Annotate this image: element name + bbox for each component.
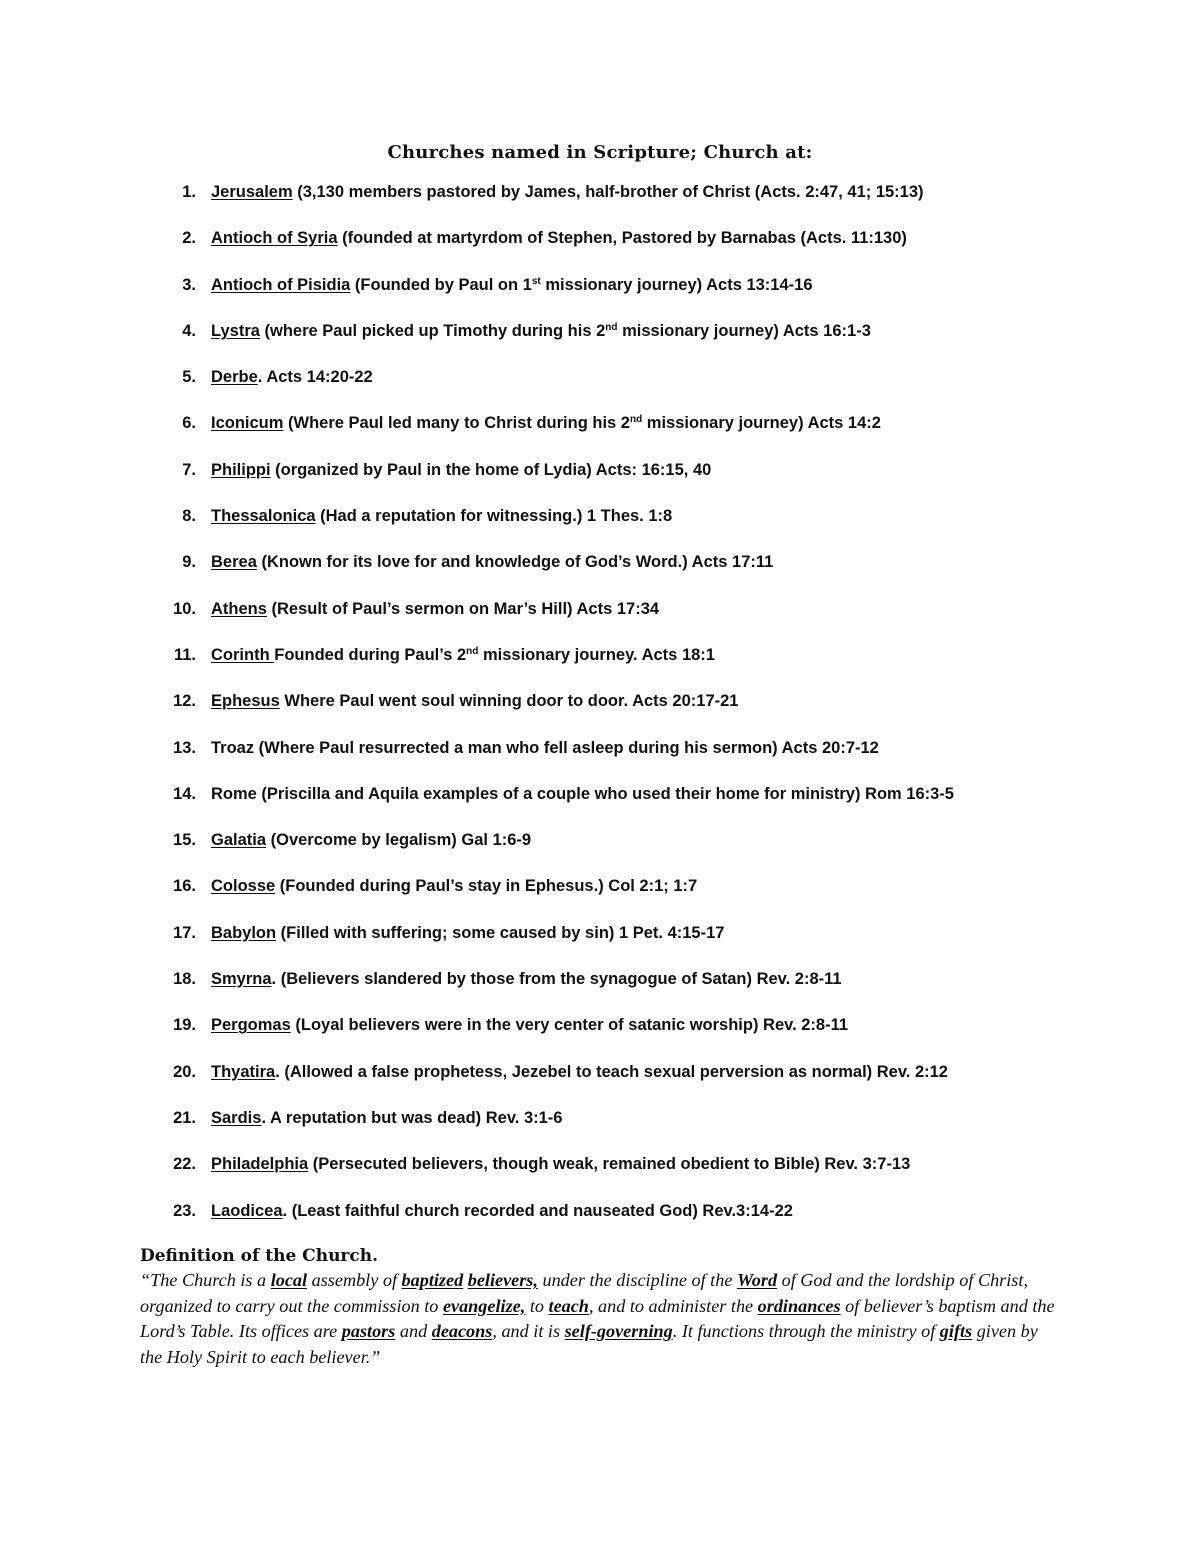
church-list: [0, 179, 1200, 1244]
list-item-text: [211, 873, 697, 899]
list-item: [0, 272, 1200, 318]
list-item-number: 2.: [182, 229, 196, 248]
list-item: [0, 1198, 1200, 1244]
list-item-number: 20.: [173, 1062, 196, 1081]
list-item-detail: missionary journey) Acts 13:14-16: [540, 275, 813, 294]
list-item-text: [211, 179, 924, 205]
list-item-detail: missionary journey) Acts 14:2: [642, 414, 881, 433]
list-item-text: [211, 503, 672, 529]
list-item: [0, 827, 1200, 873]
list-item-text: [211, 1151, 910, 1177]
list-item-number: 16.: [173, 877, 196, 896]
church-name: Colosse: [211, 877, 276, 896]
list-item: [0, 225, 1200, 271]
list-item: [0, 1105, 1200, 1151]
definition-keyword: ordinances: [757, 1295, 841, 1316]
list-item-text: [211, 1198, 793, 1224]
list-item-number: 11.: [173, 645, 196, 664]
church-name: Babylon: [211, 923, 277, 942]
definition-segment: and: [395, 1321, 432, 1341]
church-name: Antioch of Pisidia: [211, 275, 351, 294]
list-item-number: 7.: [182, 460, 196, 479]
definition-text: [140, 1268, 1060, 1370]
definition-segment: of believer’s baptism and the Lord’s Table. Its offices are: [140, 1295, 1055, 1341]
church-name: Berea: [211, 553, 257, 572]
list-item-detail: . (Believers slandered by those from the synagogue of Satan) Rev. 2:8-11: [271, 970, 842, 989]
list-item: [0, 179, 1200, 225]
list-item: [0, 1012, 1200, 1058]
list-item: [0, 688, 1200, 734]
list-item-text: [211, 410, 881, 436]
list-item-detail: . Acts 14:20-22: [257, 368, 373, 387]
list-item-number: 1.: [182, 183, 196, 201]
church-name: Lystra: [211, 321, 260, 340]
list-item-text: [211, 781, 954, 807]
list-item-detail: Rome (Priscilla and Aquila examples of a couple who used their home for ministry) Rom 16:3-5: [211, 784, 954, 803]
definition-segment: given by the Holy Spirit to each believer.”: [140, 1321, 1038, 1367]
definition-segment: , and it is: [492, 1321, 565, 1341]
list-item-text: [211, 272, 813, 298]
ordinal-suffix: st: [531, 275, 541, 287]
list-item-detail: (founded at martyrdom of Stephen, Pastored by Barnabas (Acts. 11:130): [337, 229, 907, 248]
church-name: Corinth: [211, 645, 275, 664]
list-item-text: [211, 688, 738, 714]
list-item-detail: (Loyal believers were in the very center of satanic worship) Rev. 2:8-11: [290, 1016, 849, 1035]
list-item: [0, 549, 1200, 595]
list-item: [0, 781, 1200, 827]
church-name: Sardis: [211, 1108, 262, 1127]
list-item-number: 15.: [173, 831, 196, 850]
definition-segment: to: [525, 1295, 549, 1316]
church-name: Thyatira: [211, 1062, 276, 1081]
list-item-detail: Founded during Paul’s 2: [274, 645, 467, 664]
list-item-text: [211, 457, 711, 483]
list-item: [0, 1059, 1200, 1105]
list-item-number: 13.: [173, 738, 196, 757]
list-item: [0, 410, 1200, 456]
list-item-text: [211, 827, 531, 853]
list-item-text: [211, 1012, 848, 1038]
list-item-number: 5.: [182, 368, 196, 387]
list-item-text: [211, 966, 842, 992]
list-item-detail: . (Least faithful church recorded and nauseated God) Rev.3:14-22: [282, 1201, 793, 1220]
list-item-detail: (Had a reputation for witnessing.) 1 Thes. 1:8: [315, 507, 673, 526]
church-name: Jerusalem: [211, 183, 293, 201]
list-item-detail: (Overcome by legalism) Gal 1:6-9: [266, 831, 532, 850]
list-item: [0, 318, 1200, 364]
list-item-text: [211, 920, 724, 946]
list-item-detail: (Founded during Paul’s stay in Ephesus.) Col 2:1; 1:7: [275, 877, 698, 896]
definition-keyword: pastors: [341, 1321, 396, 1341]
list-item-text: [211, 735, 879, 761]
definition-heading: Definition of the Church.: [140, 1246, 379, 1266]
definition-segment: “The Church is a: [140, 1270, 271, 1290]
list-item-text: [211, 549, 773, 575]
list-item-text: [211, 225, 907, 251]
ordinal-suffix: nd: [466, 645, 479, 657]
list-item-detail: (where Paul picked up Timothy during his 2: [259, 321, 606, 340]
list-item-number: 4.: [182, 321, 196, 340]
list-item: [0, 596, 1200, 642]
definition-keyword: deacons: [431, 1321, 493, 1341]
list-item-text: [211, 596, 659, 622]
list-item-number: 3.: [182, 275, 196, 294]
list-item-text: [211, 1105, 562, 1131]
list-item: [0, 920, 1200, 966]
list-item-text: [211, 364, 373, 390]
church-name: Derbe: [211, 368, 258, 387]
church-name: Philippi: [211, 460, 271, 479]
list-item-detail: . A reputation but was dead) Rev. 3:1-6: [261, 1108, 563, 1127]
list-item-number: 19.: [173, 1016, 196, 1035]
list-item-number: 18.: [173, 970, 196, 989]
church-name: Philadelphia: [211, 1155, 309, 1174]
definition-keyword: Word: [736, 1270, 778, 1290]
list-item-detail: (3,130 members pastored by James, half-brother of Christ (Acts. 2:47, 41; 15:13): [292, 183, 924, 201]
definition-keyword: gifts: [939, 1321, 973, 1341]
list-item-text: [211, 1059, 948, 1085]
definition-keyword: teach: [548, 1295, 589, 1316]
church-name: Iconicum: [211, 414, 284, 433]
definition-segment: under the discipline of the: [537, 1270, 737, 1290]
ordinal-suffix: nd: [605, 321, 618, 333]
list-item-detail: (Filled with suffering; some caused by sin) 1 Pet. 4:15-17: [276, 923, 725, 942]
list-item-number: 17.: [173, 923, 196, 942]
list-item-detail: missionary journey. Acts 18:1: [478, 645, 715, 664]
definition-keyword: evangelize,: [442, 1295, 526, 1316]
church-name: Ephesus: [211, 692, 280, 711]
definition-segment: . It functions through the ministry of: [672, 1321, 940, 1341]
church-name: Athens: [211, 599, 267, 618]
list-item-number: 23.: [173, 1201, 196, 1220]
list-item-number: 8.: [182, 507, 196, 526]
list-item: [0, 642, 1200, 688]
list-item-text: [211, 318, 871, 344]
list-item: [0, 735, 1200, 781]
list-item-number: 21.: [173, 1108, 196, 1127]
definition-keyword: local: [270, 1270, 308, 1290]
page-title: Churches named in Scripture; Church at:: [387, 142, 813, 163]
definition-keyword: baptized: [401, 1270, 464, 1290]
definition-keyword: believers,: [467, 1270, 538, 1290]
list-item: [0, 873, 1200, 919]
church-name: Galatia: [211, 831, 267, 850]
list-item-detail: (Known for its love for and knowledge of God’s Word.) Acts 17:11: [256, 553, 774, 572]
list-item: [0, 966, 1200, 1012]
definition-segment: assembly of: [307, 1270, 402, 1290]
list-item-detail: (Persecuted believers, though weak, remained obedient to Bible) Rev. 3:7-13: [308, 1155, 911, 1174]
list-item-detail: (organized by Paul in the home of Lydia) Acts: 16:15, 40: [270, 460, 712, 479]
list-item-number: 14.: [173, 784, 196, 803]
list-item-number: 9.: [182, 553, 196, 572]
church-name: Thessalonica: [211, 507, 316, 526]
list-item: [0, 503, 1200, 549]
list-item-number: 22.: [173, 1155, 196, 1174]
list-item-detail: Where Paul went soul winning door to door. Acts 20:17-21: [279, 692, 739, 711]
list-item: [0, 457, 1200, 503]
list-item-detail: Troaz (Where Paul resurrected a man who fell asleep during his sermon) Acts 20:7-12: [211, 738, 879, 757]
definition-keyword: self-governing: [564, 1321, 673, 1341]
list-item-number: 6.: [182, 414, 196, 433]
list-item-detail: (Result of Paul’s sermon on Mar’s Hill) Acts 17:34: [266, 599, 660, 618]
list-item-detail: . (Allowed a false prophetess, Jezebel to teach sexual perversion as normal) Rev. 2:12: [275, 1062, 948, 1081]
list-item: [0, 1151, 1200, 1197]
list-item-number: 12.: [173, 692, 196, 711]
church-name: Smyrna: [211, 970, 272, 989]
list-item-detail: (Founded by Paul on 1: [350, 275, 532, 294]
church-name: Antioch of Syria: [211, 229, 338, 248]
ordinal-suffix: nd: [630, 414, 643, 426]
church-name: Laodicea: [211, 1201, 283, 1220]
list-item: [0, 364, 1200, 410]
definition-segment: , and to administer the: [588, 1295, 758, 1316]
definition-segment: of God and the lordship of Christ, organized to carry out the commission to: [140, 1270, 1028, 1316]
list-item-detail: (Where Paul led many to Christ during his 2: [283, 414, 630, 433]
list-item-text: [211, 642, 715, 668]
list-item-number: 10.: [173, 599, 196, 618]
church-name: Pergomas: [211, 1016, 291, 1035]
list-item-detail: missionary journey) Acts 16:1-3: [617, 321, 871, 340]
